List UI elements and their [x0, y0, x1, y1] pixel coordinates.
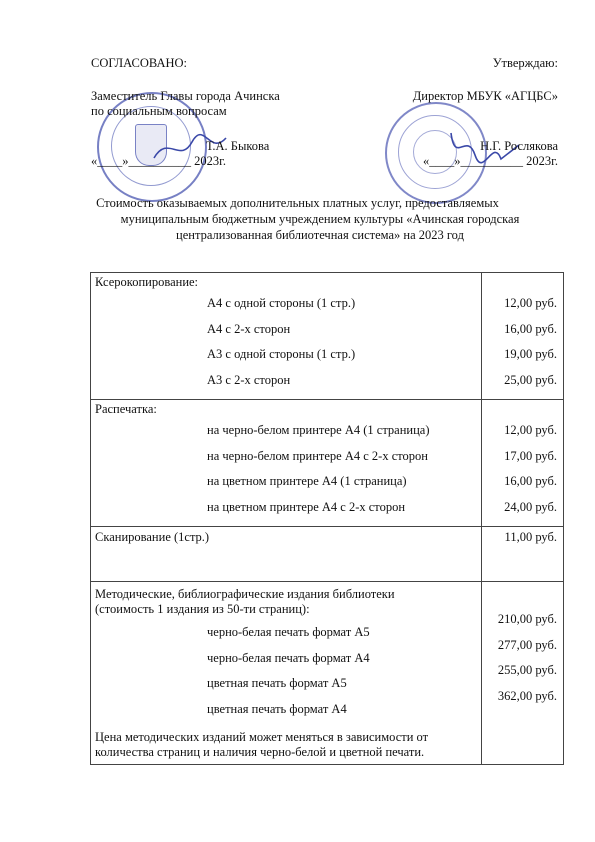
- price-value: 24,00 руб.: [504, 499, 557, 514]
- price-value: 16,00 руб.: [504, 321, 557, 336]
- list-item: на черно-белом принтере А4 с 2-х сторон: [207, 448, 428, 463]
- publications-note-line2: количества страниц и наличия черно-белой и цветной печати.: [95, 745, 425, 759]
- price-value: 16,00 руб.: [504, 474, 557, 488]
- right-date: «____»__________ 2023г.: [423, 154, 558, 168]
- list-item: А3 с одной стороны (1 стр.): [207, 347, 356, 361]
- doc-title-line2: муниципальным бюджетным учреждением культуры «Ачинская городская: [120, 212, 520, 226]
- price-value: 255,00 руб.: [497, 663, 557, 677]
- section-subtitle-publications: (стоимость 1 издания из 50-ти страниц):: [95, 602, 310, 616]
- price-value: 362,00 руб.: [497, 688, 557, 703]
- list-item: А3 с 2-х сторон: [207, 372, 291, 387]
- section-title-printing: Распечатка:: [95, 402, 157, 416]
- list-item: черно-белая печать формат А4: [207, 650, 370, 665]
- left-position-line2: по социальным вопросам: [91, 104, 227, 118]
- price-value: 12,00 руб.: [504, 296, 557, 310]
- section-title-copying: Ксерокопирование:: [95, 275, 199, 289]
- price-value: 277,00 руб.: [497, 637, 557, 652]
- publications-note-line1: Цена методических изданий может меняться в зависимости от: [95, 730, 429, 744]
- section-title-scanning: Сканирование (1стр.): [95, 530, 210, 544]
- price-value: 25,00 руб.: [504, 372, 557, 387]
- left-signatory: Т.А. Быкова: [206, 139, 270, 153]
- price-value: 210,00 руб.: [497, 612, 557, 626]
- approval-right-title: Утверждаю:: [492, 56, 558, 70]
- price-value: 17,00 руб.: [504, 448, 557, 463]
- list-item: на цветном принтере А4 с 2-х сторон: [207, 499, 406, 514]
- table-row: [91, 400, 564, 527]
- section-title-publications: Методические, библиографические издания библиотеки: [95, 587, 395, 601]
- price-table: [90, 272, 564, 765]
- list-item: на черно-белом принтере А4 (1 страница): [207, 423, 430, 437]
- list-item: цветная печать формат А4: [207, 701, 347, 716]
- list-item: цветная печать формат А5: [207, 676, 347, 690]
- right-signatory: Н.Г. Рослякова: [480, 139, 558, 153]
- table-row: [91, 273, 564, 400]
- list-item: на цветном принтере А4 (1 страница): [207, 474, 407, 488]
- doc-title-line3: централизованная библиотечная система» на 2023 год: [176, 228, 464, 242]
- table-row: [91, 582, 564, 765]
- right-position: Директор МБУК «АГЦБС»: [412, 89, 558, 103]
- left-date: «____»__________ 2023г.: [91, 154, 226, 168]
- list-item: А4 с одной стороны (1 стр.): [207, 296, 356, 310]
- doc-title-line1: Стоимость оказываемых дополнительных платных услуг, предоставляемых: [96, 196, 499, 210]
- list-item: А4 с 2-х сторон: [207, 321, 291, 336]
- price-value: 19,00 руб.: [504, 347, 557, 361]
- price-value: 12,00 руб.: [504, 423, 557, 437]
- table-row: [91, 527, 564, 582]
- price-value: 11,00 руб.: [504, 530, 557, 544]
- list-item: черно-белая печать формат А5: [207, 625, 370, 639]
- approval-left-title: СОГЛАСОВАНО:: [91, 56, 188, 70]
- left-position-line1: Заместитель Главы города Ачинска: [91, 89, 280, 103]
